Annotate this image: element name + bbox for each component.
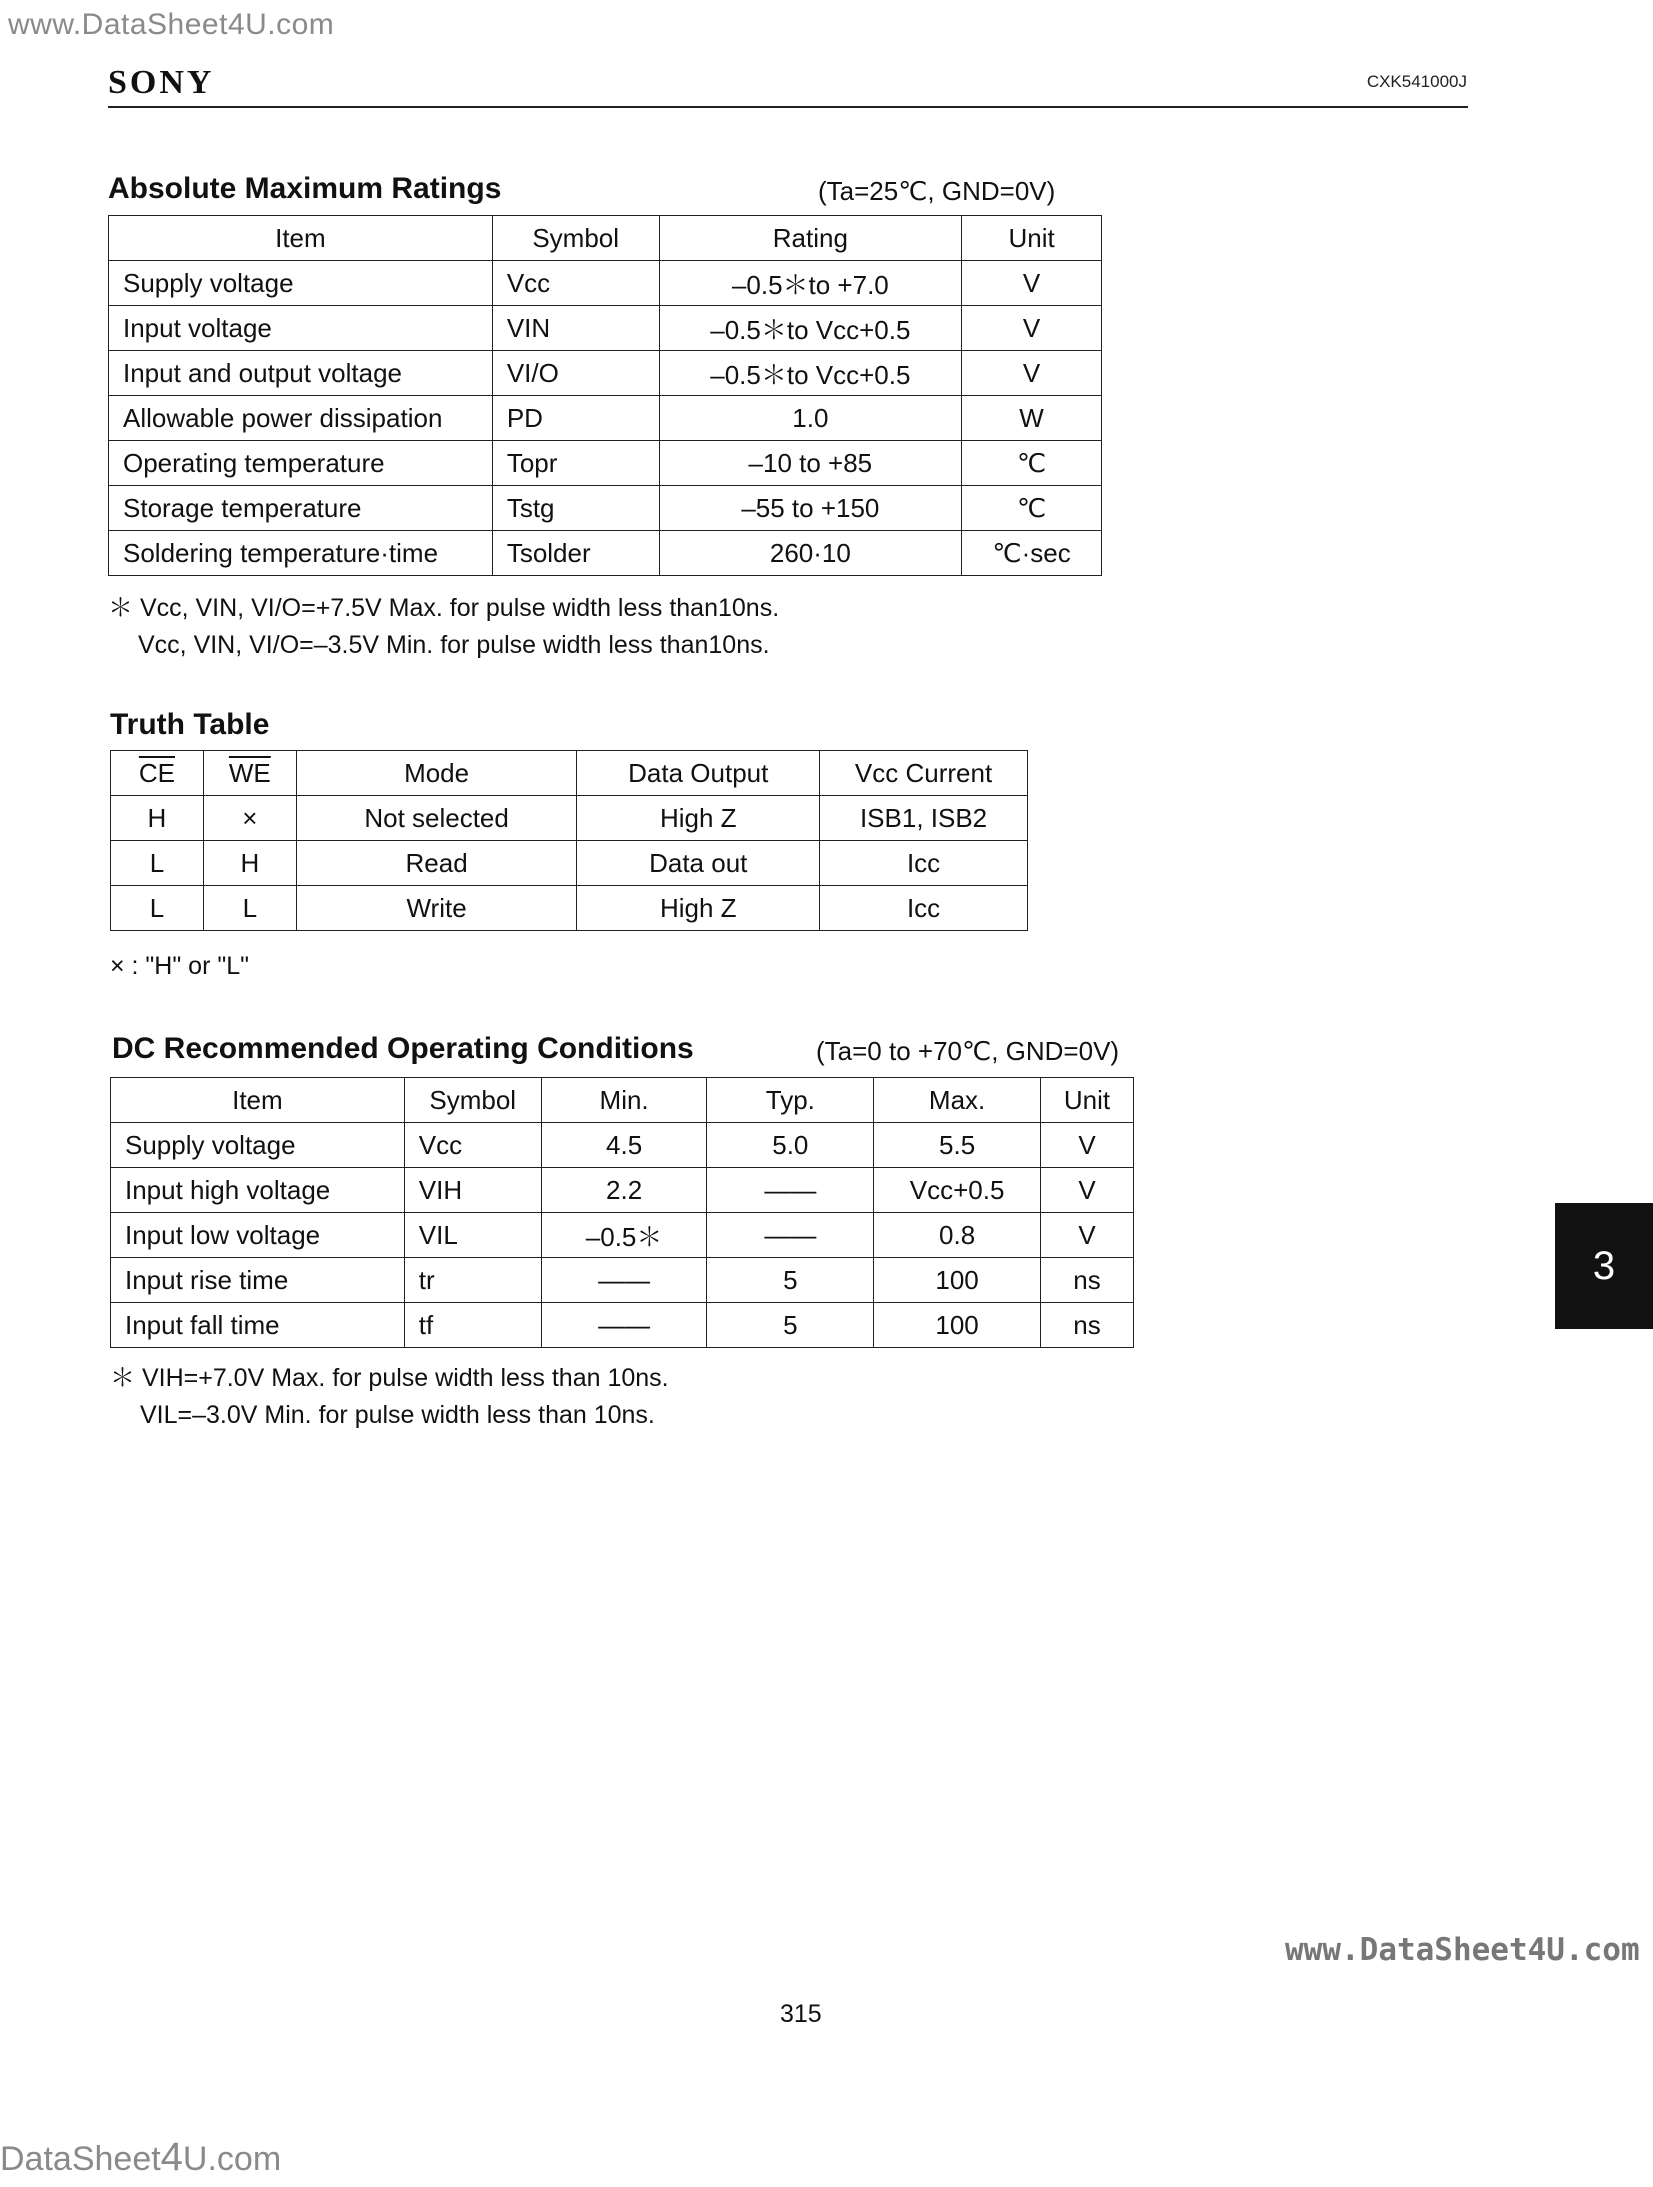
unit-cell: V [1041,1168,1134,1213]
rating-cell: –0.5＊to +7.0 [659,261,962,306]
max-cell: Vcc+0.5 [874,1168,1041,1213]
symbol-cell: VIH [404,1168,541,1213]
vcc-current-cell: Icc [820,886,1028,931]
symbol-cell: Vcc [492,261,659,306]
data-output-cell: High Z [577,796,820,841]
mode-cell: Read [296,841,577,886]
we-cell: H [203,841,296,886]
watermark-right: www.DataSheet4U.com [1285,1932,1640,1968]
ce-cell: L [111,886,204,931]
unit-cell: ns [1041,1303,1134,1348]
symbol-cell: tf [404,1303,541,1348]
we-cell: L [203,886,296,931]
we-cell: × [203,796,296,841]
header-cell: Max. [874,1078,1041,1123]
vcc-current-cell: ISB1, ISB2 [820,796,1028,841]
min-cell: 4.5 [541,1123,707,1168]
truth-table-title: Truth Table [110,708,270,741]
item-cell: Input voltage [109,306,493,351]
typ-cell: —— [707,1213,874,1258]
dc-title: DC Recommended Operating Conditions [112,1032,694,1065]
symbol-cell: tr [404,1258,541,1303]
table-row [109,486,1102,531]
header-cell: Item [109,216,493,261]
ce-cell: H [111,796,204,841]
symbol-cell: VI/O [492,351,659,396]
header-cell: Vcc Current [820,751,1028,796]
header-cell: Symbol [492,216,659,261]
symbol-cell: Topr [492,441,659,486]
page-number: 315 [780,2000,822,2028]
max-cell: 100 [874,1258,1041,1303]
rating-cell: 260·10 [659,531,962,576]
table-row [111,1258,1134,1303]
rating-cell: –55 to +150 [659,486,962,531]
rating-cell: –0.5＊to Vcc+0.5 [659,306,962,351]
header-cell: Rating [659,216,962,261]
dc-note-1: ＊ VIH=+7.0V Max. for pulse width less than 10ns. [110,1364,669,1392]
rating-cell: –0.5＊to Vcc+0.5 [659,351,962,396]
item-cell: Supply voltage [111,1123,405,1168]
table-row [109,306,1102,351]
header-cell-ce: $\overline{CE}$ [111,751,204,796]
header-cell: Unit [962,216,1102,261]
header-cell-we: $\overline{WE}$ [203,751,296,796]
symbol-cell: PD [492,396,659,441]
item-cell: Input high voltage [111,1168,405,1213]
table-row [109,441,1102,486]
max-cell: 100 [874,1303,1041,1348]
part-number: CXK541000J [1366,72,1467,91]
table-row [111,1168,1134,1213]
mode-cell: Not selected [296,796,577,841]
watermark-bottom-big: 4 [160,2135,183,2179]
header-rule [108,106,1468,108]
item-cell: Input and output voltage [109,351,493,396]
dc-conditions: (Ta=0 to +70℃, GND=0V) [816,1036,1120,1066]
table-row [111,1213,1134,1258]
abs-max-conditions: (Ta=25℃, GND=0V) [818,176,1056,206]
item-cell: Input rise time [111,1258,405,1303]
item-cell: Input fall time [111,1303,405,1348]
symbol-cell: Vcc [404,1123,541,1168]
min-cell: —— [541,1303,707,1348]
table-row [111,1303,1134,1348]
typ-cell: 5.0 [707,1123,874,1168]
item-cell: Operating temperature [109,441,493,486]
header-cell: Mode [296,751,577,796]
header-cell: Data Output [577,751,820,796]
unit-cell: ns [1041,1258,1134,1303]
unit-cell: V [962,306,1102,351]
header-cell: Unit [1041,1078,1134,1123]
unit-cell: ℃ [962,441,1102,486]
sony-logo: SONY [108,64,215,101]
typ-cell: —— [707,1168,874,1213]
vcc-current-cell: Icc [820,841,1028,886]
unit-cell: V [1041,1123,1134,1168]
table-header-row [109,216,1102,261]
symbol-cell: Tstg [492,486,659,531]
truth-table-note: × : "H" or "L" [110,952,250,980]
table-row [109,531,1102,576]
table-header-row [111,751,1028,796]
data-output-cell: High Z [577,886,820,931]
item-cell: Soldering temperature·time [109,531,493,576]
unit-cell: ℃ [962,486,1102,531]
mode-cell: Write [296,886,577,931]
section-tab-label: 3 [1592,1243,1616,1288]
unit-cell: W [962,396,1102,441]
min-cell: 2.2 [541,1168,707,1213]
truth-table [110,750,1028,931]
symbol-cell: VIL [404,1213,541,1258]
watermark-bottom-prefix: DataSheet [0,2140,161,2178]
table-row [109,396,1102,441]
table-row [111,1123,1134,1168]
abs-max-note-1: ＊ Vcc, VIN, VI/O=+7.5V Max. for pulse width less than10ns. [108,594,780,622]
table-header-row [111,1078,1134,1123]
max-cell: 0.8 [874,1213,1041,1258]
rating-cell: –10 to +85 [659,441,962,486]
dc-note-2: VIL=–3.0V Min. for pulse width less than 10ns. [140,1401,655,1429]
item-cell: Allowable power dissipation [109,396,493,441]
section-tab [1555,1203,1653,1329]
data-output-cell: Data out [577,841,820,886]
abs-max-title: Absolute Maximum Ratings [108,172,502,205]
symbol-cell: Tsolder [492,531,659,576]
watermark-top: www.DataSheet4U.com [8,8,335,41]
min-cell: —— [541,1258,707,1303]
item-cell: Supply voltage [109,261,493,306]
typ-cell: 5 [707,1258,874,1303]
typ-cell: 5 [707,1303,874,1348]
max-cell: 5.5 [874,1123,1041,1168]
header-cell: Min. [541,1078,707,1123]
unit-cell: V [962,351,1102,396]
header-cell: Symbol [404,1078,541,1123]
item-cell: Storage temperature [109,486,493,531]
watermark-bottom-suffix: U.com [182,2140,282,2178]
symbol-cell: VIN [492,306,659,351]
unit-cell: V [1041,1213,1134,1258]
min-cell: –0.5＊ [541,1213,707,1258]
rating-cell: 1.0 [659,396,962,441]
watermark-bottom [0,2135,281,2180]
header-cell: Typ. [707,1078,874,1123]
ce-cell: L [111,841,204,886]
table-row [109,351,1102,396]
abs-max-table [108,215,1102,576]
unit-cell: V [962,261,1102,306]
table-row [109,261,1102,306]
abs-max-note-2: Vcc, VIN, VI/O=–3.5V Min. for pulse width less than10ns. [138,631,770,659]
item-cell: Input low voltage [111,1213,405,1258]
dc-table [110,1077,1134,1348]
table-row [111,886,1028,931]
table-row [111,796,1028,841]
table-row [111,841,1028,886]
header-cell: Item [111,1078,405,1123]
unit-cell: ℃·sec [962,531,1102,576]
